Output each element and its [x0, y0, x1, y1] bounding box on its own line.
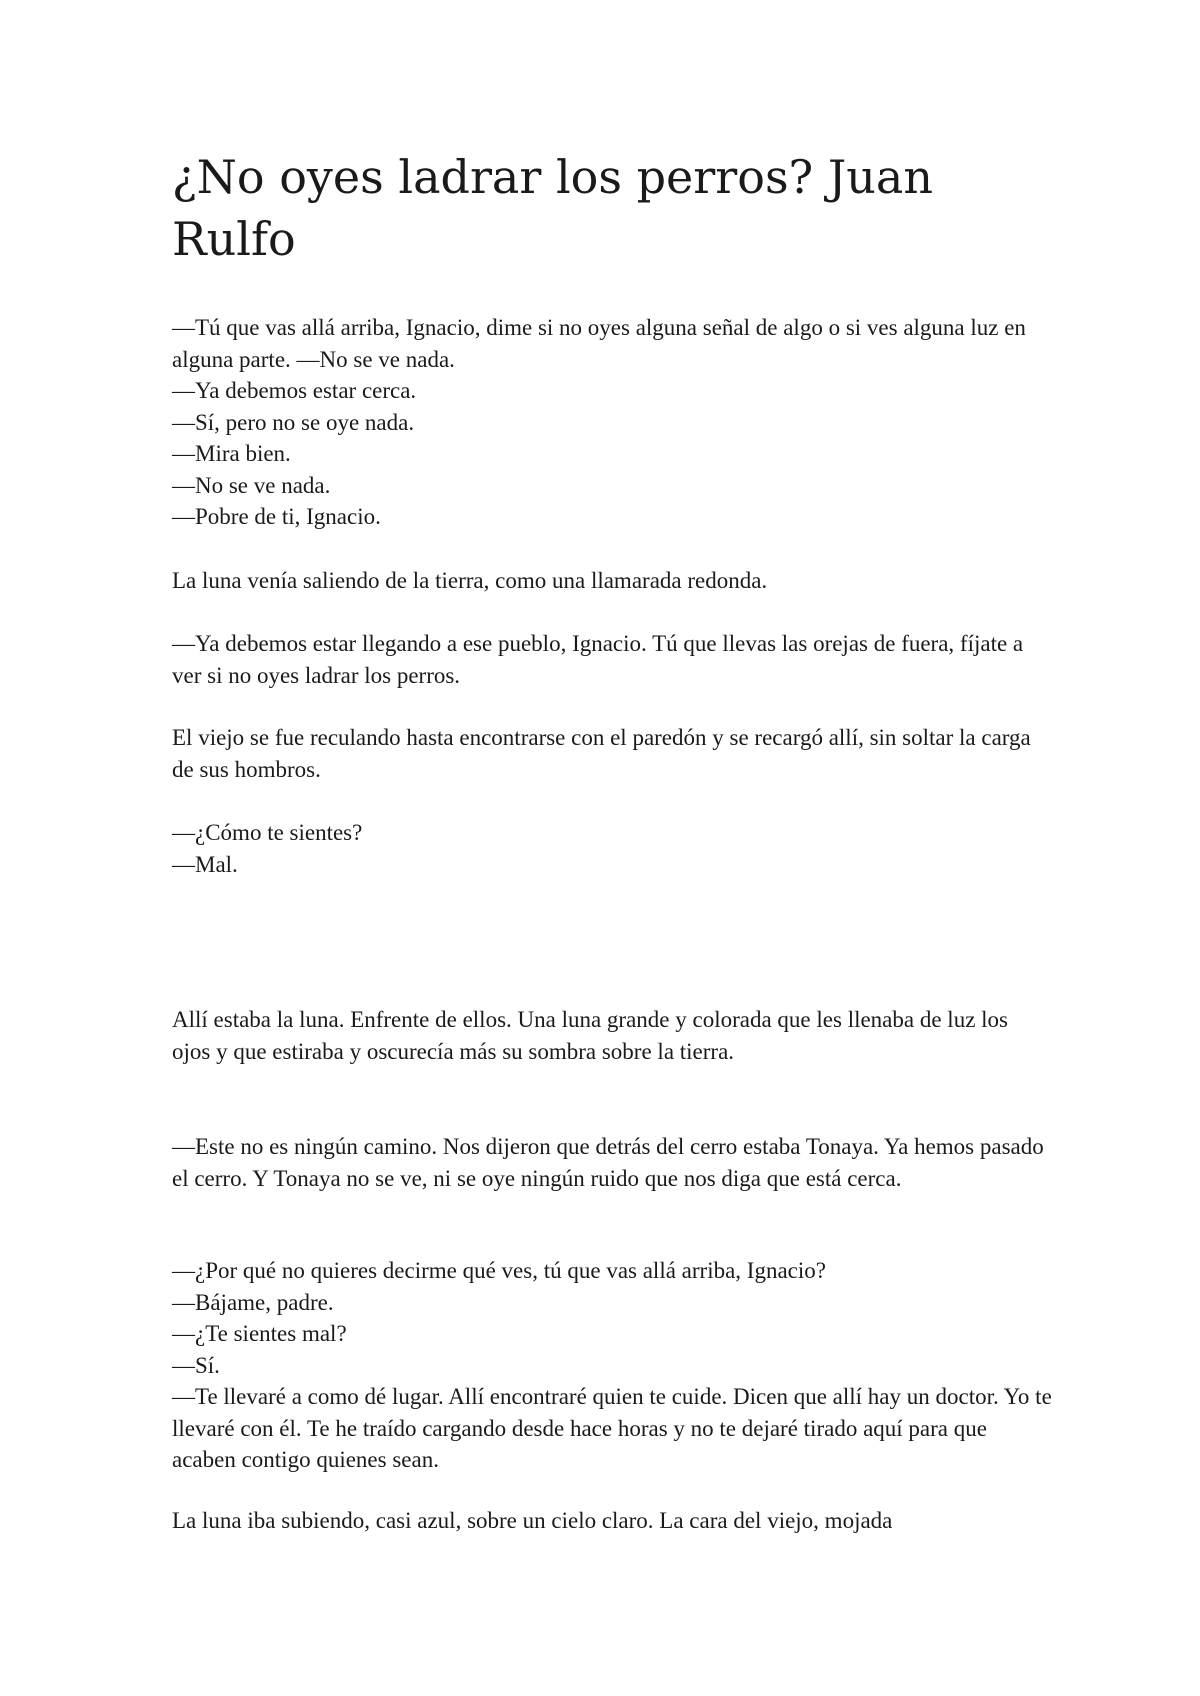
- text-line: —Mal.: [172, 851, 238, 877]
- text-line: —¿Te sientes mal?: [172, 1321, 347, 1346]
- text-line: —Te llevaré a como dé lugar. Allí encontraré quien te cuide. Dicen que allí hay un doctor. Yo te llevaré con él. Te he traído cargando desde hace horas y no te dejaré tirado aquí para que acaben contigo quienes sean.: [172, 1384, 1052, 1472]
- text-line: —Ya debemos estar llegando a ese pueblo, Ignacio. Tú que llevas las orejas de fuera, fíjate a ver si no oyes ladrar los perros.: [172, 631, 1024, 688]
- paragraph-block: [172, 1505, 1052, 1537]
- paragraph-block: [172, 722, 1052, 785]
- text-line: —Mira bien.: [172, 441, 291, 466]
- paragraph-block: [172, 312, 1052, 533]
- text-line: —Pobre de ti, Ignacio.: [172, 504, 381, 529]
- text-line: La luna venía saliendo de la tierra, como una llamarada redonda.: [172, 568, 768, 593]
- text-line: —Sí, pero no se oye nada.: [172, 409, 415, 435]
- document-title: ¿No oyes ladrar los perros? Juan Rulfo: [172, 150, 933, 266]
- text-line: —Este no es ningún camino. Nos dijeron que detrás del cerro estaba Tonaya. Ya hemos pasado el cerro. Y Tonaya no se ve, ni se oye ningún ruido que nos diga que está cerca.: [172, 1134, 1044, 1191]
- paragraph-block: [172, 1004, 1052, 1067]
- text-line: Allí estaba la luna. Enfrente de ellos. Una luna grande y colorada que les llenaba de luz los ojos y que estiraba y oscurecía más su sombra sobre la tierra.: [172, 1007, 1008, 1064]
- text-line: —¿Por qué no quieres decirme qué ves, tú que vas allá arriba, Ignacio?: [172, 1258, 826, 1283]
- paragraph-block: [172, 817, 1052, 880]
- paragraph-block: [172, 1255, 1052, 1476]
- text-line: —No se ve nada.: [172, 472, 331, 498]
- text-line: —Bájame, padre.: [172, 1289, 334, 1315]
- text-line: —Tú que vas allá arriba, Ignacio, dime si no oyes alguna señal de algo o si ves alguna luz en alguna parte. —No se ve nada.: [172, 315, 1026, 372]
- text-line: —¿Cómo te sientes?: [172, 820, 363, 845]
- text-line: La luna iba subiendo, casi azul, sobre un cielo claro. La cara del viejo, mojada: [172, 1508, 893, 1533]
- text-line: El viejo se fue reculando hasta encontrarse con el paredón y se recargó allí, sin soltar la carga de sus hombros.: [172, 725, 1031, 782]
- paragraph-block: [172, 565, 1052, 597]
- text-line: —Sí.: [172, 1352, 220, 1378]
- paragraph-block: [172, 628, 1052, 691]
- paragraph-block: [172, 1131, 1052, 1194]
- text-line: —Ya debemos estar cerca.: [172, 378, 417, 403]
